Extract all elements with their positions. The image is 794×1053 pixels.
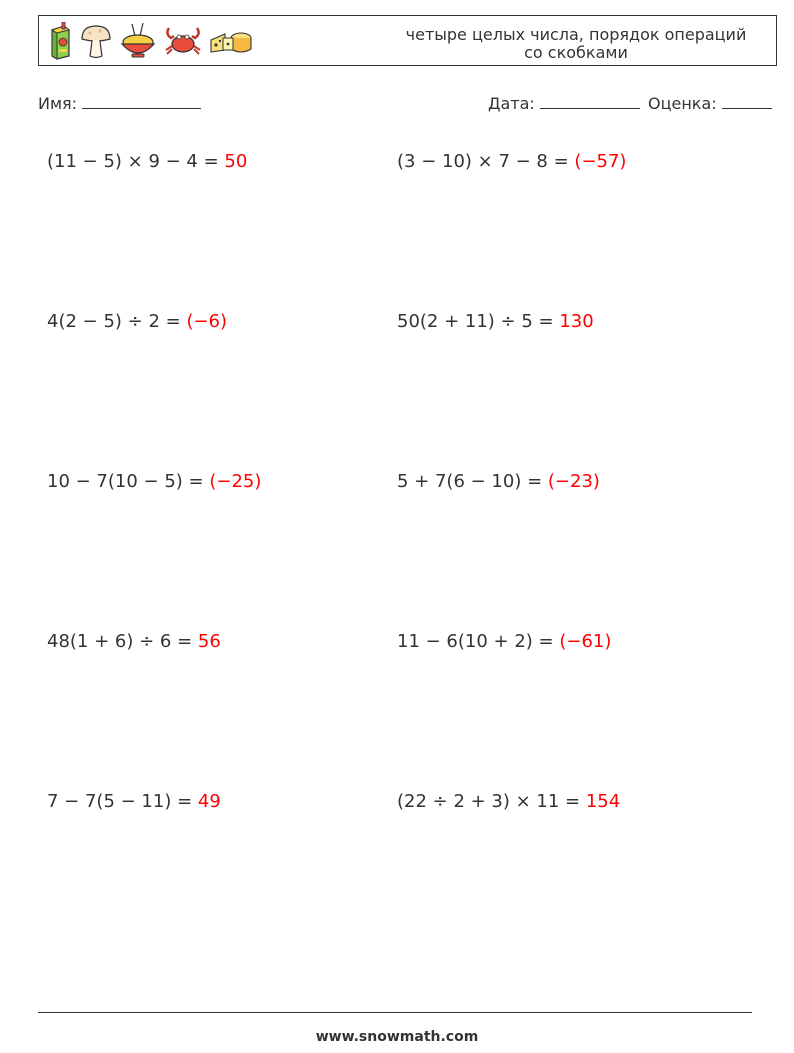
score-field[interactable]: [648, 94, 772, 113]
date-blank[interactable]: [540, 94, 640, 109]
mushroom-icon: [79, 22, 113, 60]
problem-answer: (−6): [186, 311, 228, 332]
problem-5: [47, 471, 261, 492]
problem-answer: (−25): [209, 471, 262, 492]
problem-expression: 10 − 7(10 − 5) =: [47, 471, 210, 492]
rice-bowl-icon: [119, 22, 157, 60]
problem-expression: 5 + 7(6 − 10) =: [397, 471, 548, 492]
problem-answer: (−23): [547, 471, 600, 492]
date-field[interactable]: [488, 94, 640, 113]
problem-expression: 48(1 + 6) ÷ 6 =: [47, 631, 198, 652]
problem-answer: (−61): [559, 631, 612, 652]
name-blank[interactable]: [82, 94, 201, 109]
problem-10: [397, 791, 620, 812]
problem-3: [47, 311, 227, 332]
problem-1: [47, 151, 247, 172]
problem-2: [397, 151, 626, 172]
crab-icon: [163, 22, 203, 60]
problem-expression: 4(2 − 5) ÷ 2 =: [47, 311, 187, 332]
name-field[interactable]: [38, 94, 201, 113]
cheese-icon: [209, 22, 253, 60]
problem-expression: 50(2 + 11) ÷ 5 =: [397, 311, 560, 332]
title-line-1: четыре целых числа, порядок операций: [405, 25, 747, 44]
problem-answer: 56: [197, 631, 221, 652]
date-label: Дата:: [488, 94, 535, 113]
worksheet-title: [396, 26, 756, 62]
problem-answer: 50: [224, 151, 248, 172]
problem-4: [397, 311, 594, 332]
score-blank[interactable]: [722, 94, 772, 109]
footer-divider: [38, 1012, 752, 1013]
title-line-2: со скобками: [524, 43, 628, 62]
score-label: Оценка:: [648, 94, 717, 113]
problem-8: [397, 631, 611, 652]
problem-7: [47, 631, 221, 652]
problem-expression: 11 − 6(10 + 2) =: [397, 631, 560, 652]
problem-answer: 130: [559, 311, 594, 332]
problem-expression: (22 ÷ 2 + 3) × 11 =: [397, 791, 586, 812]
problem-9: [47, 791, 221, 812]
footer-url[interactable]: www.snowmath.com: [315, 1029, 479, 1045]
problem-6: [397, 471, 600, 492]
name-label: Имя:: [38, 94, 78, 113]
header-icons: [47, 22, 253, 60]
juice-carton-icon: [47, 22, 73, 60]
problem-answer: 49: [197, 791, 221, 812]
problem-answer: (−57): [574, 151, 627, 172]
problem-expression: 7 − 7(5 − 11) =: [47, 791, 198, 812]
problem-expression: (11 − 5) × 9 − 4 =: [47, 151, 225, 172]
problem-expression: (3 − 10) × 7 − 8 =: [397, 151, 575, 172]
problem-answer: 154: [585, 791, 621, 812]
header-box: [38, 15, 777, 66]
